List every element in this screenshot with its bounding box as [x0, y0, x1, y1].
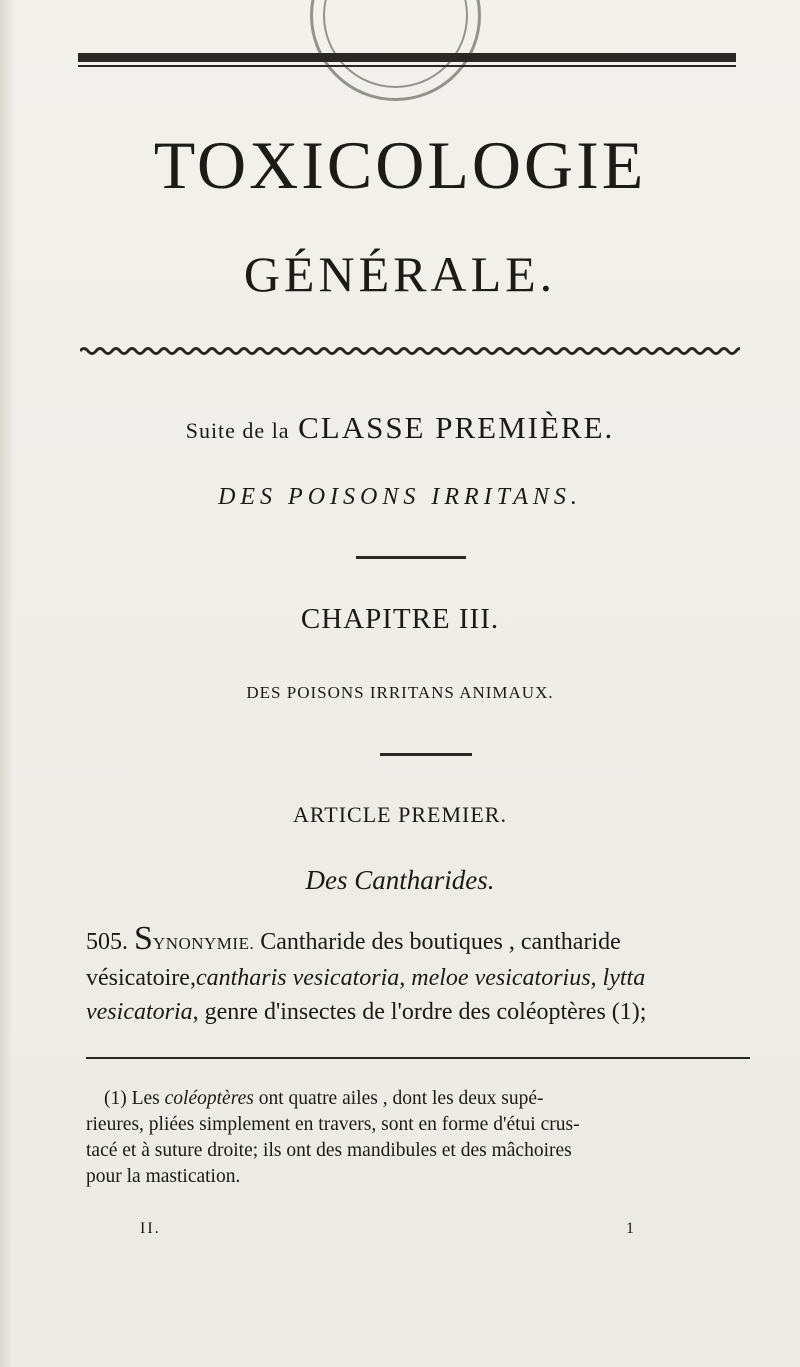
footnote-line: tacé et à suture droite; ils ont des mandibules et des mâchoires [86, 1140, 572, 1161]
paragraph-line [86, 961, 750, 995]
latin-names: cantharis vesicatoria, meloe vesicatorius, lytta [195, 965, 646, 991]
class-prefix: Suite de la [185, 418, 290, 443]
divider-rule [356, 556, 466, 559]
footnote-text: ont quatre ailes , dont les deux supé- [258, 1088, 544, 1109]
page-subtitle: GÉNÉRALE. [243, 246, 557, 302]
paragraph-number: 505. [86, 929, 128, 955]
article-subtitle: Des Cantharides. [305, 865, 495, 895]
class-heading [0, 410, 800, 446]
paragraph-line [86, 995, 750, 1029]
divider-rule-2 [380, 753, 472, 756]
volume-signature: II. [140, 1220, 161, 1237]
top-double-rule [78, 53, 736, 69]
chapter-title: CHAPITRE III. [300, 603, 500, 635]
paragraph-text: vésicatoire, [86, 965, 196, 991]
lead-word: YNONYMIE. [152, 934, 255, 953]
paragraph-line [86, 922, 750, 961]
footnote [86, 1086, 750, 1190]
footnote-italic: coléoptères [164, 1088, 254, 1109]
paragraph-text: , genre d'insectes de l'ordre des coléoptères (1); [192, 999, 647, 1025]
footnote-rule [86, 1057, 750, 1059]
footnote-line [86, 1086, 750, 1112]
footnote-line: pour la mastication. [86, 1166, 241, 1187]
lead-initial: S [134, 920, 153, 957]
chapter-subtitle: DES POISONS IRRITANS ANIMAUX. [246, 683, 554, 702]
paragraph-text: Cantharide des boutiques , cantharide [260, 929, 621, 955]
article-title: ARTICLE PREMIER. [293, 802, 507, 827]
latin-names: vesicatoria [86, 999, 193, 1025]
library-stamp [310, 0, 481, 101]
body-paragraph [86, 922, 750, 1029]
page-title: TOXICOLOGIE [153, 127, 647, 203]
sheet-signature: 1 [626, 1220, 636, 1237]
decorative-wavy-rule [80, 345, 740, 357]
footnote-line: rieures, pliées simplement en travers, sont en forme d'étui crus- [86, 1114, 580, 1135]
footnote-text: (1) Les [104, 1088, 160, 1109]
class-name: CLASSE PREMIÈRE. [298, 410, 615, 445]
section-subtitle: DES POISONS IRRITANS. [218, 484, 582, 510]
